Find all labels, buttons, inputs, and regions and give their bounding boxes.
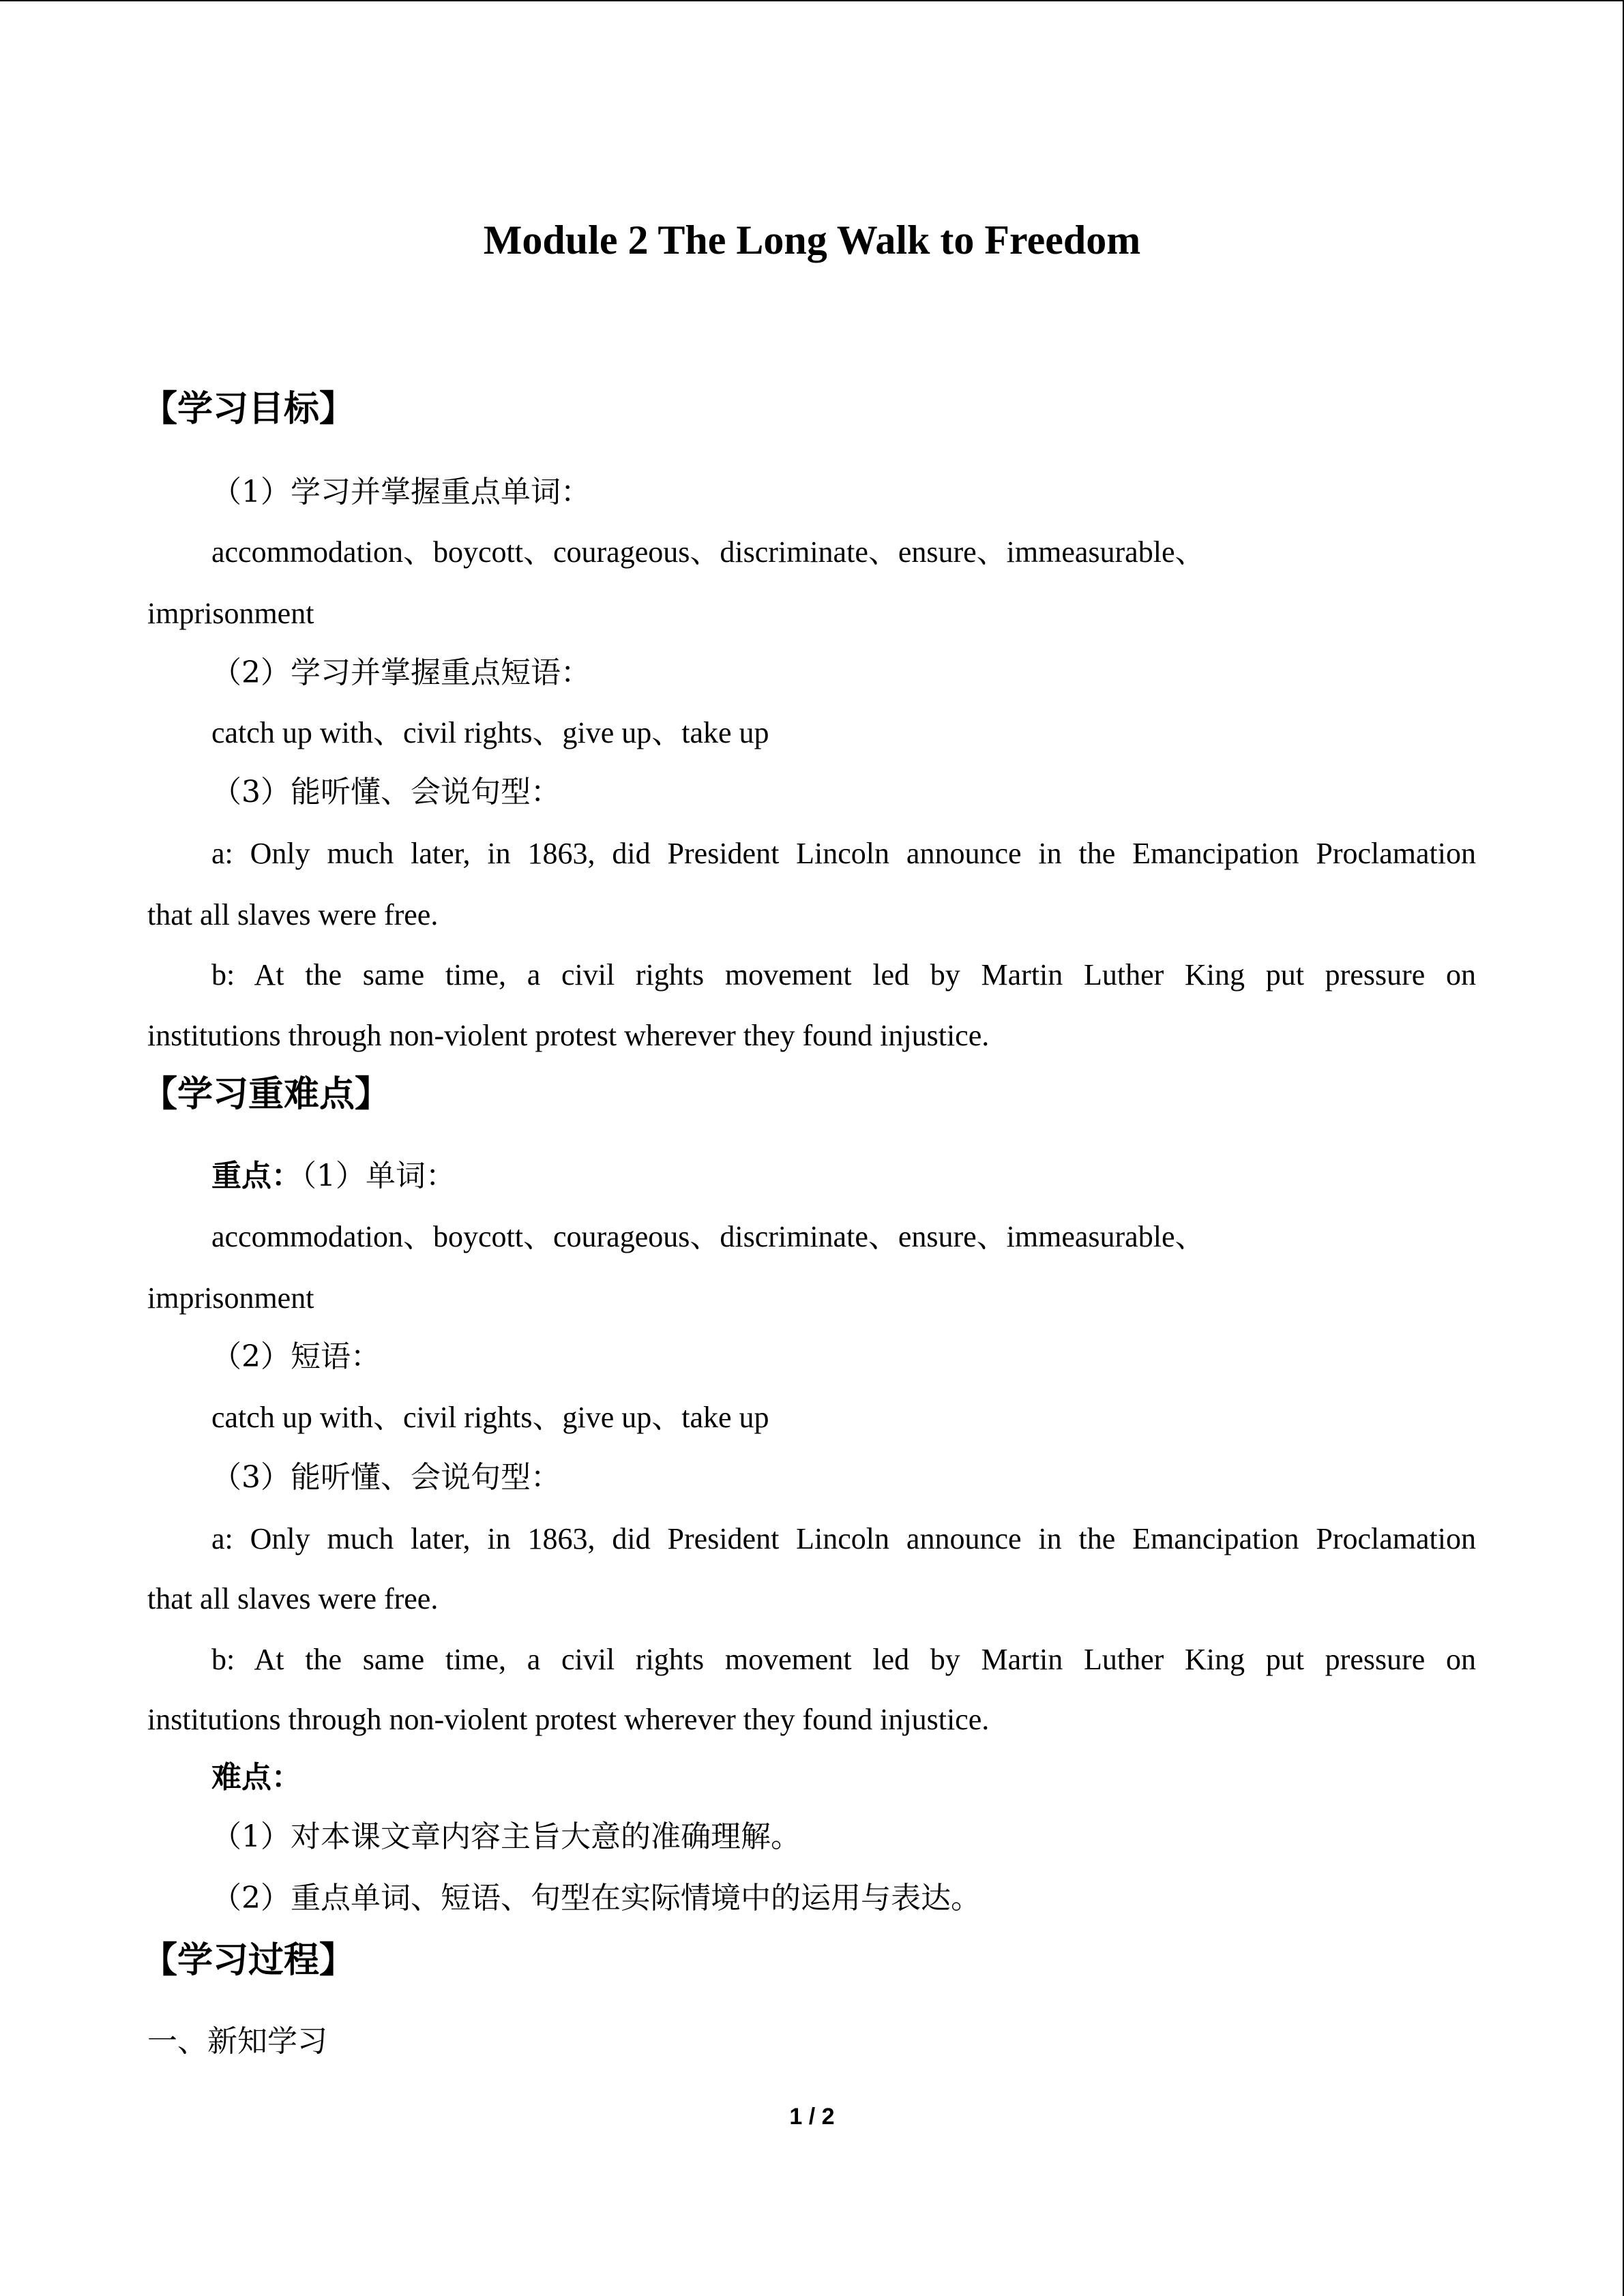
keypoints-sentence-a-line1: a: Only much later, in 1863, did President Lincoln announce in the Emancipation Proclamation [211,1522,1476,1555]
goals-sentence-b-line1: b: At the same time, a civil rights movement led by Martin Luther King put pressure on [211,958,1476,992]
keypoints-key-label: 重点： [211,1159,301,1193]
goals-words-line2: imprisonment [147,597,314,630]
goals-item1-label: （1）学习并掌握重点单词： [211,475,591,509]
keypoints-item3-label: （3）能听懂、会说句型： [211,1460,561,1495]
section-heading-goals: 【学习目标】 [142,389,355,430]
goals-sentence-a-line2: that all slaves were free. [147,898,439,931]
document-title: Module 2 The Long Walk to Freedom [483,218,1141,263]
page-number: 1 / 2 [789,2104,835,2130]
goals-sentence-b-line2: institutions through non-violent protest wherever they found injustice. [147,1019,990,1052]
process-sub1: 一、新知学习 [147,2024,327,2059]
keypoints-words-line1: accommodation、boycott、courageous、discriminate、ensure、immeasurable、 [211,1220,1205,1253]
keypoints-words-line2: imprisonment [147,1281,314,1315]
goals-sentence-a-line1: a: Only much later, in 1863, did President Lincoln announce in the Emancipation Proclamation [211,837,1476,870]
keypoints-item2-label: （2）短语： [211,1339,381,1374]
keypoints-sentence-a-line2: that all slaves were free. [147,1582,439,1615]
section-heading-keypoints: 【学习重难点】 [142,1074,391,1115]
goals-item2-label: （2）学习并掌握重点短语： [211,655,591,690]
goals-words-line1: accommodation、boycott、courageous、discriminate、ensure、immeasurable、 [211,535,1205,569]
keypoints-sentence-b-line1: b: At the same time, a civil rights movement led by Martin Luther King put pressure on [211,1643,1476,1676]
keypoints-difficult-label: 难点： [211,1760,301,1795]
keypoints-key-item1-label: （1）单词： [301,1159,456,1193]
keypoints-difficult-item2: （2）重点单词、短语、句型在实际情境中的运用与表达。 [211,1881,981,1915]
keypoints-phrases: catch up with、civil rights、give up、take up [211,1401,769,1434]
keypoints-sentence-b-line2: institutions through non-violent protest wherever they found injustice. [147,1703,990,1736]
goals-phrases: catch up with、civil rights、give up、take up [211,716,769,749]
section-heading-process: 【学习过程】 [142,1940,355,1981]
keypoints-difficult-item1: （1）对本课文章内容主旨大意的准确理解。 [211,1819,801,1854]
keypoints-key-line [211,1156,456,1197]
goals-item3-label: （3）能听懂、会说句型： [211,775,561,809]
